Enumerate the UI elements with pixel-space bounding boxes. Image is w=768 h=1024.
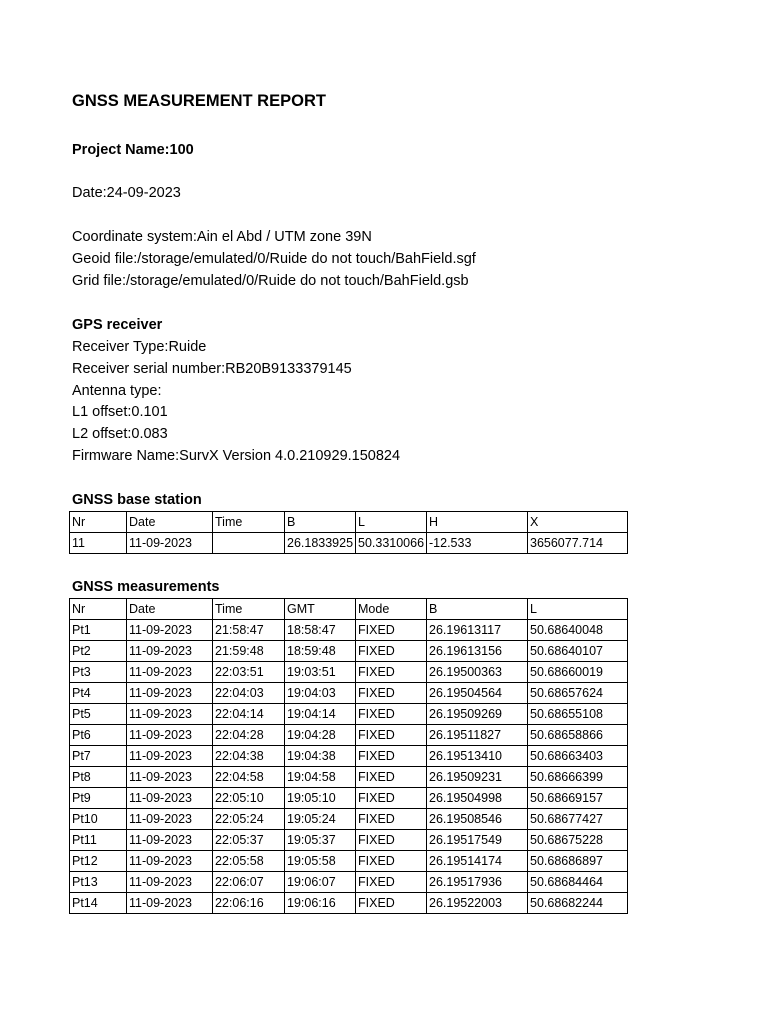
firmware-name: Firmware Name:SurvX Version 4.0.210929.150824 bbox=[72, 448, 401, 464]
table-cell: 21:58:47 bbox=[213, 620, 285, 641]
header-cell: X bbox=[528, 512, 628, 533]
header-cell: Nr bbox=[70, 599, 127, 620]
table-cell: 50.68657624 bbox=[528, 683, 628, 704]
table-cell: 50.3310066 bbox=[356, 533, 427, 554]
table-cell: 11-09-2023 bbox=[127, 872, 213, 893]
table-cell: 26.19513410 bbox=[427, 746, 528, 767]
table-cell: 11-09-2023 bbox=[127, 788, 213, 809]
table-cell: 50.68669157 bbox=[528, 788, 628, 809]
table-cell: -12.533 bbox=[427, 533, 528, 554]
table-cell: 19:06:07 bbox=[285, 872, 356, 893]
table-cell: FIXED bbox=[356, 851, 427, 872]
table-row bbox=[70, 662, 628, 683]
table-cell: 19:04:38 bbox=[285, 746, 356, 767]
table-cell: 26.19508546 bbox=[427, 809, 528, 830]
table-cell: 19:05:24 bbox=[285, 809, 356, 830]
table-cell: 50.68675228 bbox=[528, 830, 628, 851]
table-cell: 22:04:38 bbox=[213, 746, 285, 767]
l1-offset: L1 offset:0.101 bbox=[72, 404, 168, 420]
table-cell: FIXED bbox=[356, 662, 427, 683]
receiver-type: Receiver Type:Ruide bbox=[72, 339, 207, 355]
table-cell: 50.68686897 bbox=[528, 851, 628, 872]
table-cell: 11-09-2023 bbox=[127, 767, 213, 788]
table-cell: 11-09-2023 bbox=[127, 809, 213, 830]
table-cell: 19:04:28 bbox=[285, 725, 356, 746]
table-cell: Pt1 bbox=[70, 620, 127, 641]
table-cell: 50.68682244 bbox=[528, 893, 628, 914]
table-cell: FIXED bbox=[356, 725, 427, 746]
table-cell: 26.19613156 bbox=[427, 641, 528, 662]
table-cell: 11-09-2023 bbox=[127, 662, 213, 683]
table-cell: 50.68640107 bbox=[528, 641, 628, 662]
table-cell: Pt5 bbox=[70, 704, 127, 725]
table-cell: 18:59:48 bbox=[285, 641, 356, 662]
header-cell: B bbox=[285, 512, 356, 533]
table-cell: 11-09-2023 bbox=[127, 620, 213, 641]
table-cell: 19:05:58 bbox=[285, 851, 356, 872]
table-cell: FIXED bbox=[356, 746, 427, 767]
table-cell: 22:03:51 bbox=[213, 662, 285, 683]
table-cell: Pt7 bbox=[70, 746, 127, 767]
header-cell: GMT bbox=[285, 599, 356, 620]
table-row bbox=[70, 851, 628, 872]
table-cell: 11 bbox=[70, 533, 127, 554]
table-cell: 26.19517549 bbox=[427, 830, 528, 851]
base-station-heading: GNSS base station bbox=[72, 492, 202, 508]
table-cell: 22:05:37 bbox=[213, 830, 285, 851]
table-cell: FIXED bbox=[356, 767, 427, 788]
table-cell: 50.68660019 bbox=[528, 662, 628, 683]
table-cell: 11-09-2023 bbox=[127, 641, 213, 662]
table-cell: Pt9 bbox=[70, 788, 127, 809]
table-cell: FIXED bbox=[356, 893, 427, 914]
table-cell: 26.19511827 bbox=[427, 725, 528, 746]
table-row bbox=[70, 725, 628, 746]
table-cell: FIXED bbox=[356, 788, 427, 809]
table-cell: 21:59:48 bbox=[213, 641, 285, 662]
table-cell: FIXED bbox=[356, 683, 427, 704]
geoid-file: Geoid file:/storage/emulated/0/Ruide do not touch/BahField.sgf bbox=[72, 251, 476, 267]
table-cell: 11-09-2023 bbox=[127, 704, 213, 725]
table-cell: 22:06:16 bbox=[213, 893, 285, 914]
table-cell: 19:05:37 bbox=[285, 830, 356, 851]
table-cell: 26.19522003 bbox=[427, 893, 528, 914]
table-cell: 22:05:24 bbox=[213, 809, 285, 830]
table-cell: 50.68684464 bbox=[528, 872, 628, 893]
receiver-serial: Receiver serial number:RB20B9133379145 bbox=[72, 361, 352, 377]
table-cell: 11-09-2023 bbox=[127, 851, 213, 872]
table-cell: 26.19517936 bbox=[427, 872, 528, 893]
table-cell: 11-09-2023 bbox=[127, 830, 213, 851]
table-row bbox=[70, 683, 628, 704]
table-cell: 26.1833925 bbox=[285, 533, 356, 554]
header-cell: Nr bbox=[70, 512, 127, 533]
header-cell: H bbox=[427, 512, 528, 533]
table-cell: Pt6 bbox=[70, 725, 127, 746]
table-cell: Pt13 bbox=[70, 872, 127, 893]
table-cell: FIXED bbox=[356, 809, 427, 830]
table-cell: 50.68655108 bbox=[528, 704, 628, 725]
table-row bbox=[70, 533, 628, 554]
table-header-row bbox=[70, 599, 628, 620]
table-cell: 26.19504998 bbox=[427, 788, 528, 809]
table-cell: Pt14 bbox=[70, 893, 127, 914]
header-cell: L bbox=[356, 512, 427, 533]
table-cell: FIXED bbox=[356, 830, 427, 851]
table-cell: 11-09-2023 bbox=[127, 533, 213, 554]
header-cell: Time bbox=[213, 512, 285, 533]
table-row bbox=[70, 641, 628, 662]
table-cell: 26.19509269 bbox=[427, 704, 528, 725]
table-cell: 22:04:03 bbox=[213, 683, 285, 704]
table-cell: Pt12 bbox=[70, 851, 127, 872]
table-cell: 50.68663403 bbox=[528, 746, 628, 767]
table-cell: 11-09-2023 bbox=[127, 893, 213, 914]
header-cell: Date bbox=[127, 512, 213, 533]
table-cell: 26.19504564 bbox=[427, 683, 528, 704]
header-cell: Date bbox=[127, 599, 213, 620]
table-cell: Pt11 bbox=[70, 830, 127, 851]
l2-offset: L2 offset:0.083 bbox=[72, 426, 168, 442]
table-row bbox=[70, 872, 628, 893]
table-cell: 19:03:51 bbox=[285, 662, 356, 683]
base-station-table bbox=[69, 511, 628, 554]
table-cell: Pt4 bbox=[70, 683, 127, 704]
table-cell: 26.19514174 bbox=[427, 851, 528, 872]
table-cell: 26.19500363 bbox=[427, 662, 528, 683]
project-name: Project Name:100 bbox=[72, 142, 194, 158]
table-cell: 3656077.714 bbox=[528, 533, 628, 554]
table-row bbox=[70, 767, 628, 788]
table-cell: 19:04:14 bbox=[285, 704, 356, 725]
table-cell: 22:05:10 bbox=[213, 788, 285, 809]
table-cell: 26.19509231 bbox=[427, 767, 528, 788]
measurements-table bbox=[69, 598, 628, 914]
table-cell: 11-09-2023 bbox=[127, 746, 213, 767]
antenna-type: Antenna type: bbox=[72, 383, 162, 399]
table-cell: 19:05:10 bbox=[285, 788, 356, 809]
coordinate-system: Coordinate system:Ain el Abd / UTM zone 39N bbox=[72, 229, 372, 245]
table-cell: 50.68666399 bbox=[528, 767, 628, 788]
table-cell: 22:04:58 bbox=[213, 767, 285, 788]
receiver-heading: GPS receiver bbox=[72, 317, 163, 333]
table-cell: 19:06:16 bbox=[285, 893, 356, 914]
table-cell bbox=[213, 533, 285, 554]
table-cell: 19:04:58 bbox=[285, 767, 356, 788]
table-row bbox=[70, 620, 628, 641]
header-cell: L bbox=[528, 599, 628, 620]
table-row bbox=[70, 893, 628, 914]
table-row bbox=[70, 746, 628, 767]
table-cell: Pt3 bbox=[70, 662, 127, 683]
header-cell: Time bbox=[213, 599, 285, 620]
table-cell: FIXED bbox=[356, 704, 427, 725]
table-cell: 50.68677427 bbox=[528, 809, 628, 830]
table-cell: FIXED bbox=[356, 872, 427, 893]
table-cell: 22:04:28 bbox=[213, 725, 285, 746]
table-cell: Pt8 bbox=[70, 767, 127, 788]
table-cell: FIXED bbox=[356, 620, 427, 641]
table-cell: FIXED bbox=[356, 641, 427, 662]
table-row bbox=[70, 830, 628, 851]
table-cell: 18:58:47 bbox=[285, 620, 356, 641]
table-cell: 11-09-2023 bbox=[127, 725, 213, 746]
grid-file: Grid file:/storage/emulated/0/Ruide do not touch/BahField.gsb bbox=[72, 273, 469, 289]
header-cell: Mode bbox=[356, 599, 427, 620]
table-cell: 50.68640048 bbox=[528, 620, 628, 641]
table-header-row bbox=[70, 512, 628, 533]
table-cell: 26.19613117 bbox=[427, 620, 528, 641]
table-cell: Pt2 bbox=[70, 641, 127, 662]
table-cell: 22:04:14 bbox=[213, 704, 285, 725]
header-cell: B bbox=[427, 599, 528, 620]
report-title: GNSS MEASUREMENT REPORT bbox=[72, 92, 326, 110]
table-row bbox=[70, 809, 628, 830]
measurements-heading: GNSS measurements bbox=[72, 579, 220, 595]
table-cell: 11-09-2023 bbox=[127, 683, 213, 704]
table-row bbox=[70, 788, 628, 809]
table-cell: 50.68658866 bbox=[528, 725, 628, 746]
table-cell: 22:06:07 bbox=[213, 872, 285, 893]
table-cell: 19:04:03 bbox=[285, 683, 356, 704]
table-row bbox=[70, 704, 628, 725]
table-cell: 22:05:58 bbox=[213, 851, 285, 872]
report-date: Date:24-09-2023 bbox=[72, 185, 181, 201]
table-cell: Pt10 bbox=[70, 809, 127, 830]
